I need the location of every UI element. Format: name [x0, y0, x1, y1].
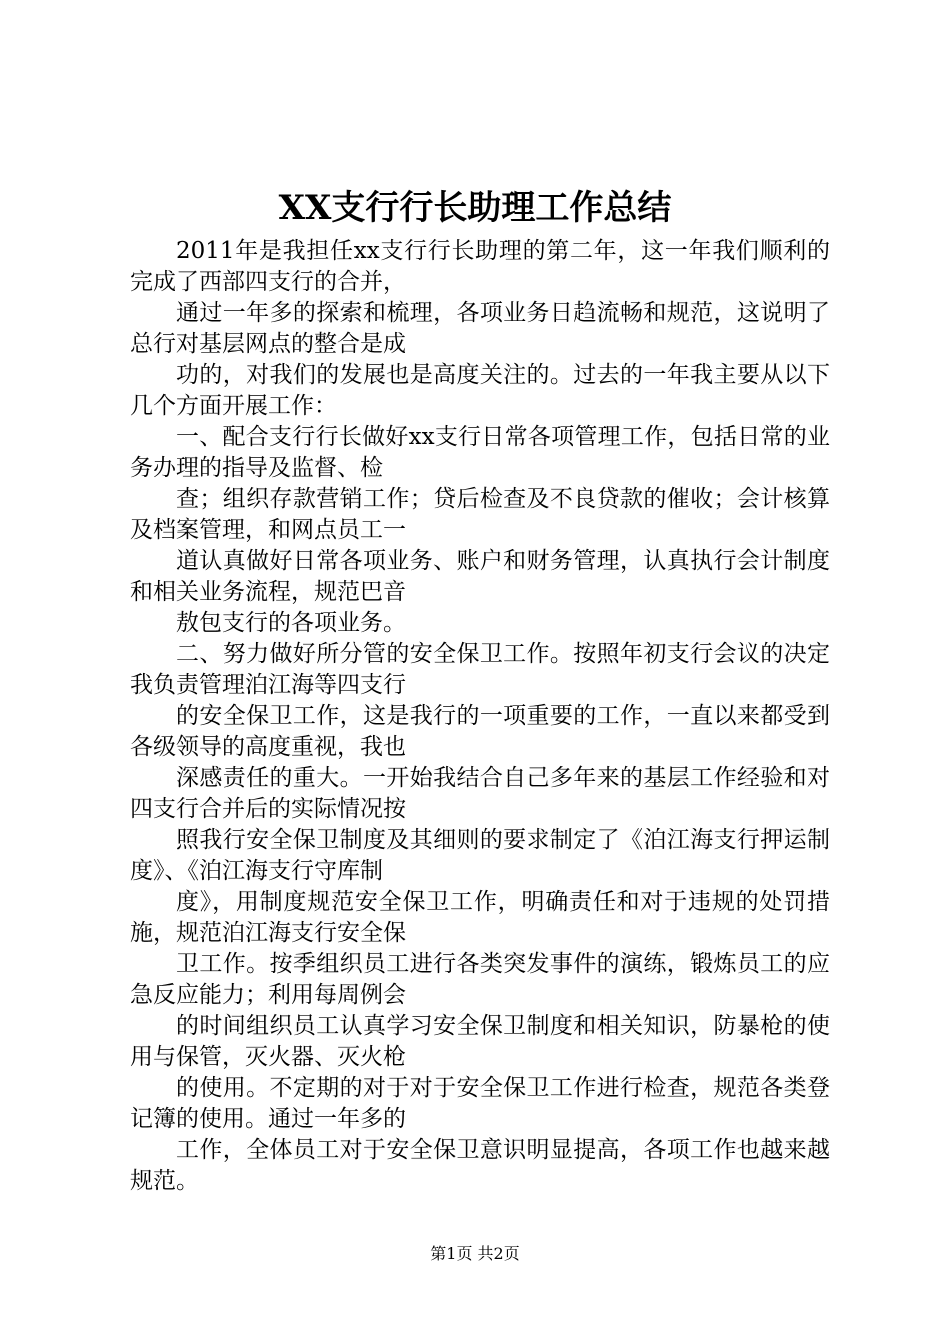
paragraph: 功的，对我们的发展也是高度关注的。过去的一年我主要从以下几个方面开展工作： — [130, 362, 830, 419]
paragraph: 深感责任的重大。一开始我结合自己多年来的基层工作经验和对四支行合并后的实际情况按 — [130, 765, 830, 822]
paragraph: 二、努力做好所分管的安全保卫工作。按照年初支行会议的决定我负责管理泊江海等四支行 — [130, 641, 830, 698]
paragraph: 度》，用制度规范安全保卫工作，明确责任和对于违规的处罚措施，规范泊江海支行安全保 — [130, 889, 830, 946]
paragraph: 照我行安全保卫制度及其细则的要求制定了《泊江海支行押运制度》、《泊江海支行守库制 — [130, 827, 830, 884]
paragraph: 工作，全体员工对于安全保卫意识明显提高，各项工作也越来越规范。 — [130, 1137, 830, 1194]
paragraph: 道认真做好日常各项业务、账户和财务管理，认真执行会计制度和相关业务流程，规范巴音 — [130, 548, 830, 605]
paragraph: 查；组织存款营销工作；贷后检查及不良贷款的催收；会计核算及档案管理，和网点员工一 — [130, 486, 830, 543]
paragraph: 敖包支行的各项业务。 — [176, 610, 406, 636]
paragraph: 的使用。不定期的对于对于安全保卫工作进行检查，规范各类登记簿的使用。通过一年多的 — [130, 1075, 830, 1132]
paragraph: 的时间组织员工认真学习安全保卫制度和相关知识，防暴枪的使用与保管，灭火器、灭火枪 — [130, 1013, 830, 1070]
paragraph: 一、配合支行行长做好xx支行日常各项管理工作，包括日常的业务办理的指导及监督、检 — [130, 424, 830, 481]
page-footer: 第1页 共2页 — [430, 1244, 520, 1263]
paragraph: 2011年是我担任xx支行行长助理的第二年，这一年我们顺利的完成了西部四支行的合并， — [130, 238, 830, 295]
document-title: XX支行行长助理工作总结 — [278, 188, 672, 228]
document-body — [130, 236, 830, 1197]
paragraph: 卫工作。按季组织员工进行各类突发事件的演练，锻炼员工的应急反应能力；利用每周例会 — [130, 951, 830, 1008]
paragraph: 通过一年多的探索和梳理，各项业务日趋流畅和规范，这说明了总行对基层网点的整合是成 — [130, 300, 830, 357]
paragraph: 的安全保卫工作，这是我行的一项重要的工作，一直以来都受到各级领导的高度重视，我也 — [130, 703, 830, 760]
